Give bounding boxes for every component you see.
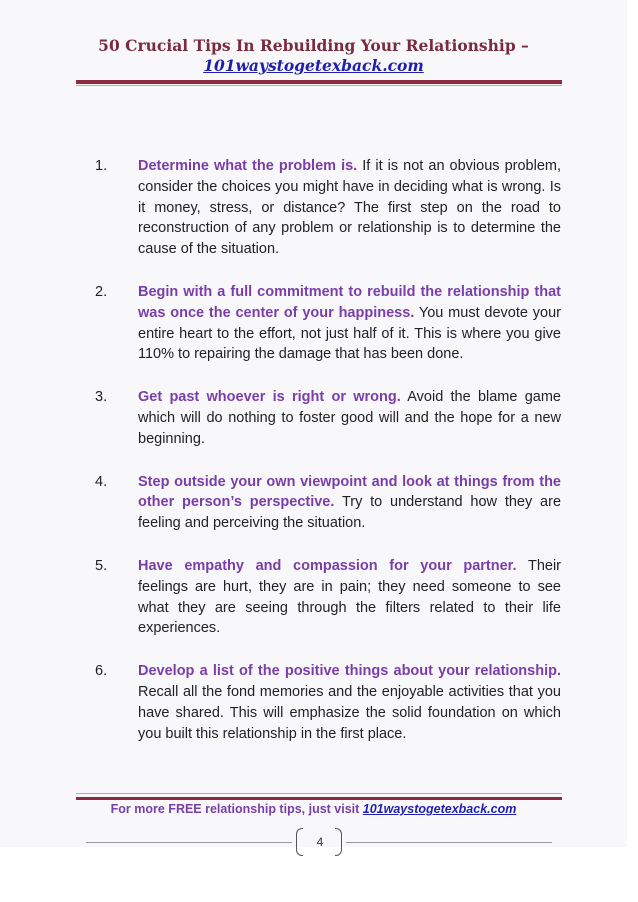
list-item-lead: Determine what the problem is.	[138, 158, 358, 174]
list-item-lead: Develop a list of the positive things about your relationship.	[138, 663, 561, 680]
list-item-number: 6.	[95, 663, 108, 680]
list-item-body: Try to understand how they are feeling and perceiving the situation.	[138, 494, 562, 532]
list-item	[0, 282, 627, 365]
list-item	[0, 156, 627, 260]
list-item-body: If it is not an obvious problem, consider the choices you might have in deciding what is wrong. Is it money, stress, or distance? The first step on the road to reconstruction of any problem or relationship is to determine the cause of the situation.	[138, 158, 561, 258]
list-item-text	[138, 282, 561, 365]
list-item-text	[138, 661, 561, 744]
page-header	[0, 36, 627, 76]
list-item	[0, 387, 627, 449]
list-item-lead: Have empathy and compassion for your partner.	[138, 557, 517, 574]
header-rule-thin	[76, 85, 562, 86]
list-item-number: 1.	[95, 158, 108, 174]
list-item-lead: Step outside your own viewpoint and look at things from the other person’s perspective.	[138, 473, 561, 511]
list-item-number: 4.	[95, 473, 108, 490]
page-number: 4	[316, 835, 324, 849]
list-item-body: Recall all the fond memories and the enjoyable activities that you have shared. This will emphasize the solid foundation on which you built this relationship in the first place.	[138, 683, 561, 742]
list-item-number: 5.	[95, 557, 108, 574]
list-item-text	[138, 387, 561, 449]
list-item-lead: Get past whoever is right or wrong.	[138, 389, 401, 406]
footer-rule	[76, 797, 562, 800]
header-site-link[interactable]: 101waystogetexback.com	[203, 56, 424, 75]
tips-list	[0, 156, 627, 766]
list-item-text	[138, 472, 561, 534]
header-rule	[76, 80, 562, 84]
page-footer	[0, 802, 627, 816]
list-item	[0, 556, 627, 639]
list-item-text	[138, 156, 561, 260]
list-item-body: You must devote your entire heart to the effort, not just half of it. This is where you give 110% to repairing the damage that has been done.	[138, 304, 561, 363]
list-item-body: Avoid the blame game which will do nothing to foster good will and the hope for a new beginning.	[138, 389, 561, 447]
header-title: 50 Crucial Tips In Rebuilding Your Relationship –	[98, 36, 529, 55]
footer-rule-thin	[76, 793, 562, 794]
list-item	[0, 472, 627, 534]
footer-link[interactable]: 101waystogetexback.com	[362, 802, 517, 816]
list-item-number: 3.	[95, 389, 108, 406]
list-item-lead: Begin with a full commitment to rebuild the relationship that was once the center of your happiness.	[138, 283, 561, 321]
page-number-line-left	[86, 842, 292, 843]
list-item-text	[138, 556, 561, 639]
page-number-line-right	[346, 842, 552, 843]
list-item-body: Their feelings are hurt, they are in pain; they need someone to see what they are seeing through the filters related to their life experiences.	[138, 557, 561, 637]
footer-text: For more FREE relationship tips, just visit	[110, 802, 363, 816]
list-item-number: 2.	[95, 283, 108, 300]
list-item	[0, 661, 627, 744]
